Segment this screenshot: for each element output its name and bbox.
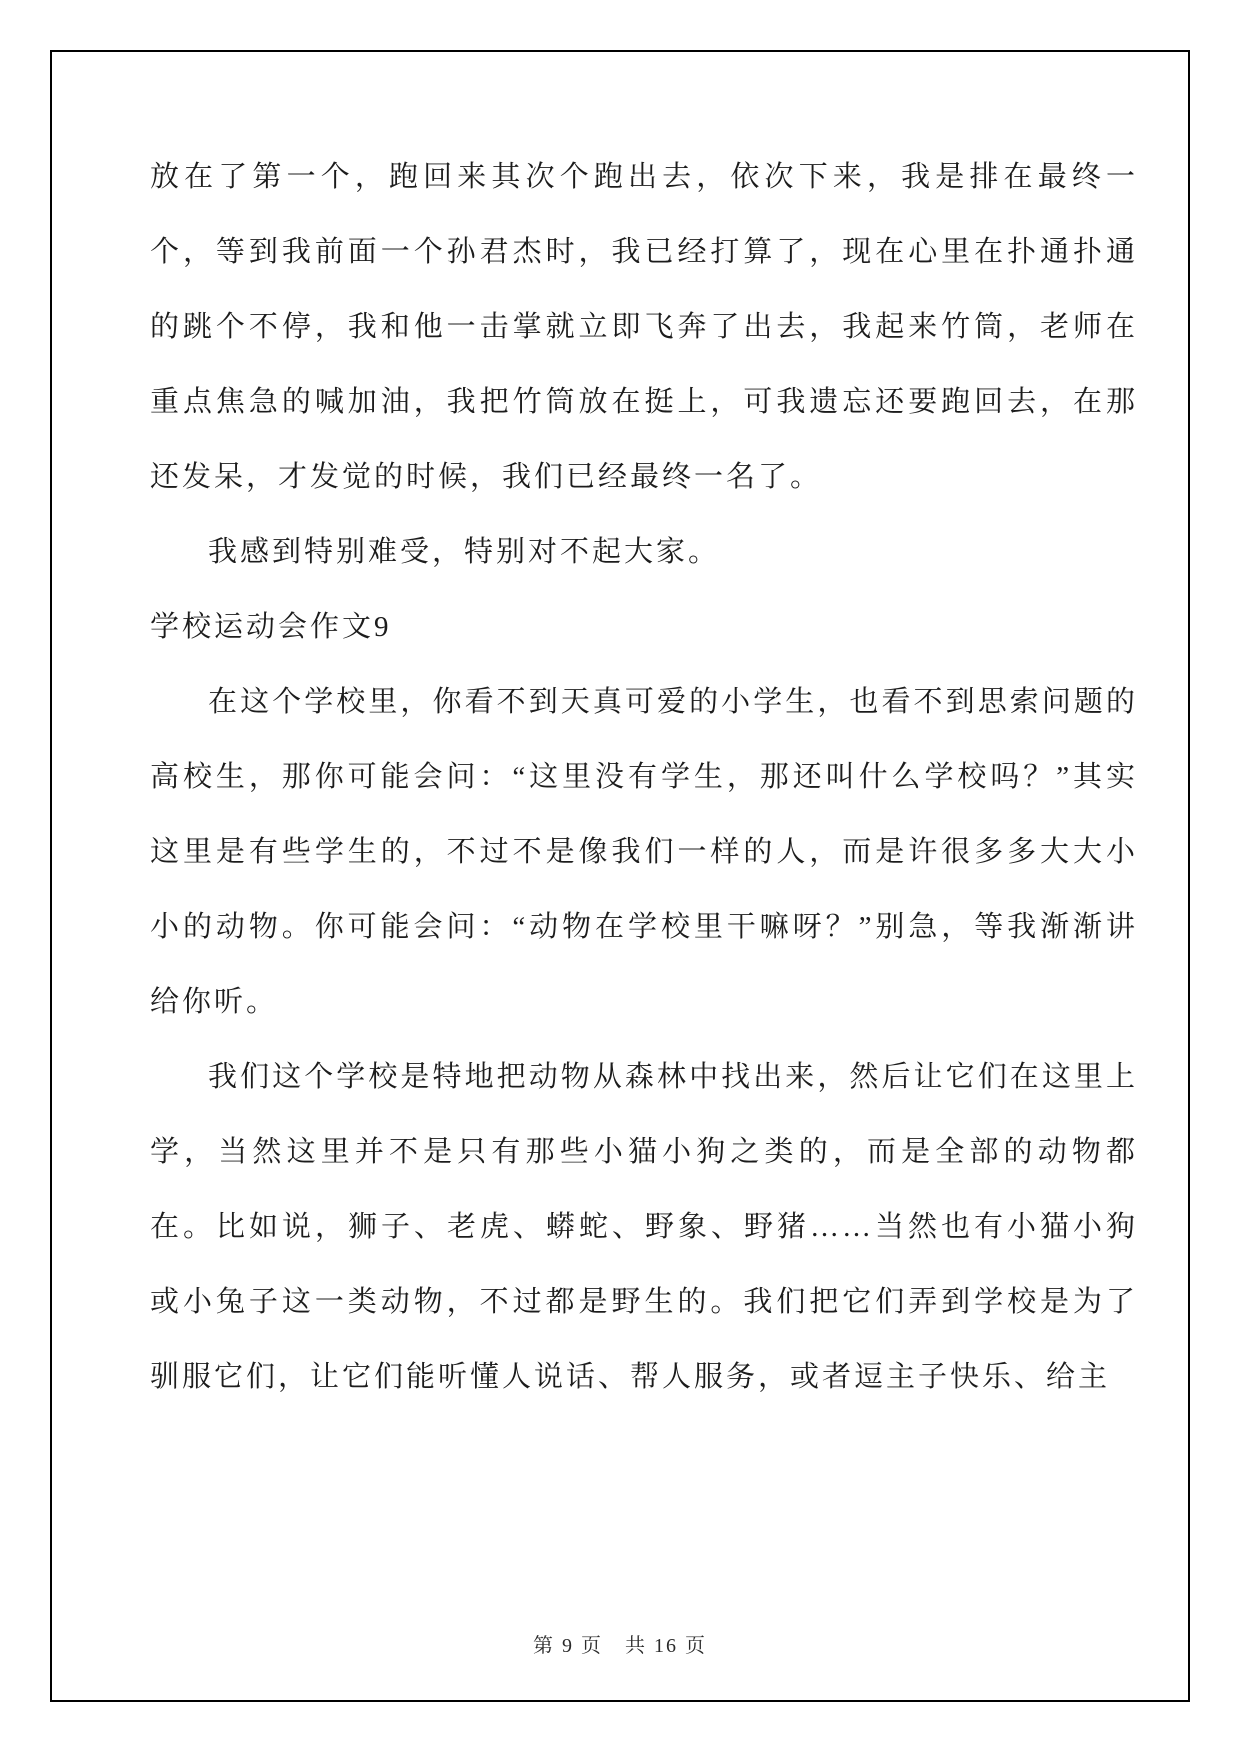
paragraph: 我感到特别难受，特别对不起大家。: [208, 536, 721, 568]
section-heading: 学校运动会作文9: [150, 611, 392, 643]
paragraph-continuation: 放在了第一个，跑回来其次个跑出去，依次下来，我是排在最终一个，等到我前面一个孙君杰时，我已经打算了，现在心里在扑通扑通的跳个不停，我和他一击掌就立即飞奔了出去，我起来竹筒，老师在重点焦急的喊加油，我把竹筒放在挺上，可我遗忘还要跑回去，在那还发呆，才发觉的时候，我们已经最终一名了。: [150, 161, 1138, 493]
total-page-count: 共 16 页: [625, 1635, 707, 1657]
page-footer: [52, 1629, 1188, 1658]
paragraph: 我们这个学校是特地把动物从森林中找出来，然后让它们在这里上学，当然这里并不是只有那些小猫小狗之类的，而是全部的动物都在。比如说，狮子、老虎、蟒蛇、野象、野猪……当然也有小猫小狗或小兔子这一类动物，不过都是野生的。我们把它们弄到学校是为了驯服它们，让它们能听懂人说话、帮人服务，或者逗主子快乐、给主: [150, 1061, 1138, 1393]
document-body: [150, 140, 1138, 1415]
current-page-number: 第 9 页: [533, 1635, 603, 1657]
paragraph: 在这个学校里，你看不到天真可爱的小学生，也看不到思索问题的高校生，那你可能会问：“这里没有学生，那还叫什么学校吗？”其实这里是有些学生的，不过不是像我们一样的人，而是许很多多大大小小的动物。你可能会问：“动物在学校里干嘛呀？”别急，等我渐渐讲给你听。: [150, 686, 1138, 1018]
page-border: [50, 50, 1190, 1702]
